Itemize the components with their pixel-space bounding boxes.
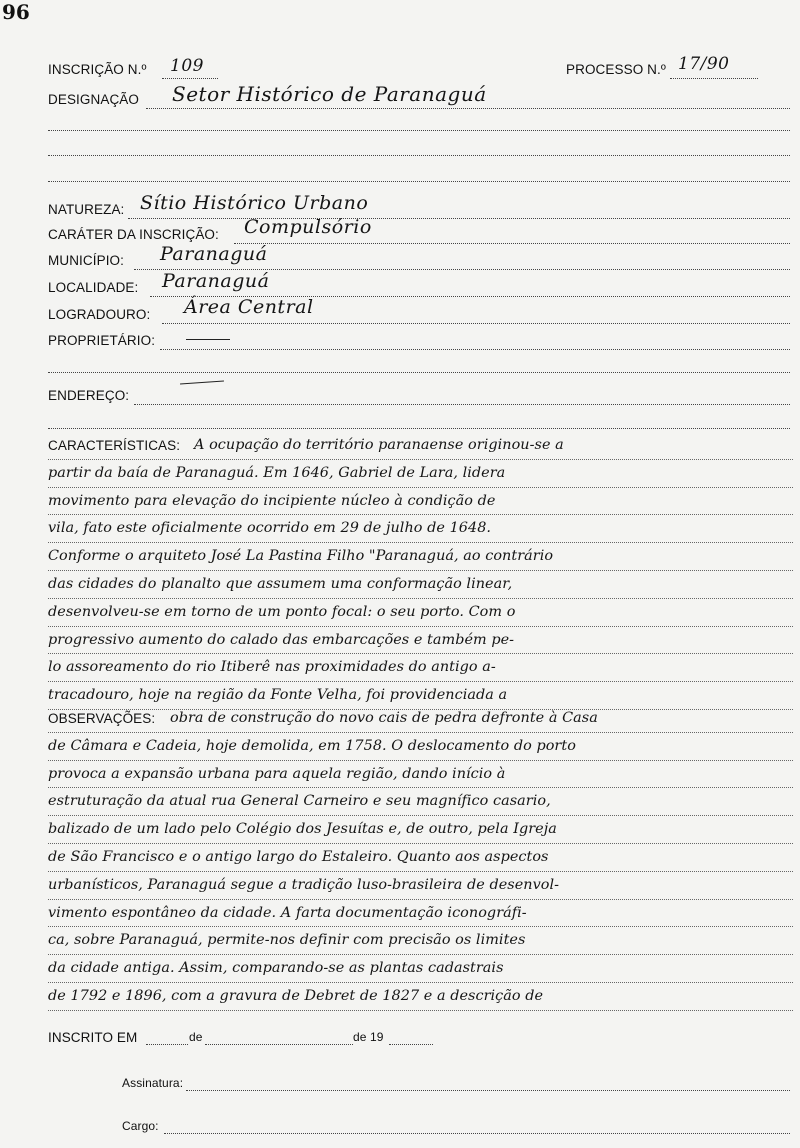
observacoes-line: de São Francisco e o antigo largo do Estaleiro. Quanto aos aspectos: [48, 844, 793, 872]
municipio-label: MUNICÍPIO:: [48, 253, 125, 268]
assinatura-label: Assinatura:: [122, 1076, 184, 1090]
inscricao-label: INSCRIÇÃO N.º: [48, 62, 147, 77]
designacao-line-3: [48, 155, 790, 156]
observacoes-line: de Câmara e Cadeia, hoje demolida, em 1758. O deslocamento do porto: [48, 733, 793, 761]
inscrito-de-label: de: [189, 1030, 203, 1044]
observacoes-line: balizado de um lado pelo Colégio dos Jesuítas e, de outro, pela Igreja: [48, 816, 793, 844]
logradouro-label: LOGRADOURO:: [48, 307, 151, 322]
endereco-line: [134, 404, 790, 405]
natureza-value: Sítio Histórico Urbano: [140, 192, 369, 214]
caracteristicas-line: lo assoreamento do rio Itiberê nas proximidades do antigo a-: [48, 654, 793, 682]
caracteristicas-line: progressivo aumento do calado das embarcações e também pe-: [48, 627, 793, 655]
caracteristicas-line: vila, fato este oficialmente ocorrido em 29 de julho de 1648.: [48, 515, 793, 543]
carater-label: CARÁTER DA INSCRIÇÃO:: [48, 227, 219, 242]
page-number: 96: [2, 0, 30, 24]
observacoes-label: OBSERVAÇÕES:: [48, 711, 156, 726]
observacoes-line: obra de construção do novo cais de pedra defronte à Casa: [48, 705, 793, 733]
caracteristicas-line: desenvolveu-se em torno de um ponto focal: o seu porto. Com o: [48, 599, 793, 627]
endereco-label: ENDEREÇO:: [48, 388, 130, 403]
designacao-line: [146, 108, 790, 109]
proprietario-dash: [186, 339, 230, 340]
caracteristicas-text: [48, 432, 793, 710]
observacoes-text: [48, 705, 793, 1011]
natureza-label: NATUREZA:: [48, 202, 125, 217]
proprietario-line: [160, 349, 790, 350]
assinatura-line: [186, 1090, 790, 1091]
inscricao-line: [162, 78, 218, 79]
observacoes-line: estruturação da atual rua General Carneiro e seu magnífico casario,: [48, 788, 793, 816]
caracteristicas-line: partir da baía de Paranaguá. Em 1646, Gabriel de Lara, lidera: [48, 460, 793, 488]
observacoes-line: vimento espontâneo da cidade. A farta documentação iconográfi-: [48, 900, 793, 928]
caracteristicas-line: Conforme o arquiteto José La Pastina Filho "Paranaguá, ao contrário: [48, 543, 793, 571]
inscrito-day-line: [146, 1044, 188, 1045]
caracteristicas-label: CARACTERÍSTICAS:: [48, 438, 181, 453]
inscrito-label: INSCRITO EM: [48, 1030, 138, 1045]
caracteristicas-line: A ocupação do território paranaense originou-se a: [48, 432, 793, 460]
inscricao-value: 109: [170, 56, 204, 76]
designacao-line-4: [48, 181, 790, 182]
natureza-line: [128, 218, 790, 219]
proprietario-label: PROPRIETÁRIO:: [48, 333, 156, 348]
cargo-label: Cargo:: [122, 1119, 159, 1133]
caracteristicas-line: das cidades do planalto que assumem uma conformação linear,: [48, 571, 793, 599]
proprietario-line-2: [48, 372, 790, 373]
cargo-line: [164, 1133, 790, 1134]
designacao-label: DESIGNAÇÃO: [48, 92, 140, 107]
carater-line: [234, 243, 790, 244]
logradouro-value: Área Central: [184, 296, 314, 318]
endereco-dash: [180, 380, 224, 384]
processo-value: 17/90: [678, 54, 730, 74]
observacoes-line: ca, sobre Paranaguá, permite-nos definir com precisão os limites: [48, 927, 793, 955]
observacoes-line: urbanísticos, Paranaguá segue a tradição luso-brasileira de desenvol-: [48, 872, 793, 900]
localidade-value: Paranaguá: [162, 270, 270, 292]
inscrito-month-line: [205, 1044, 353, 1045]
logradouro-line: [162, 323, 790, 324]
inscrito-de19-label: de 19: [353, 1030, 384, 1044]
observacoes-line: de 1792 e 1896, com a gravura de Debret de 1827 e a descrição de: [48, 983, 793, 1011]
designacao-line-2: [48, 130, 790, 131]
observacoes-line: provoca a expansão urbana para aquela região, dando início à: [48, 761, 793, 789]
caracteristicas-line: tracadouro, hoje na região da Fonte Velha, foi providenciada a: [48, 682, 793, 710]
observacoes-line: da cidade antiga. Assim, comparando-se as plantas cadastrais: [48, 955, 793, 983]
carater-value: Compulsório: [244, 216, 372, 238]
caracteristicas-line: movimento para elevação do incipiente núcleo à condição de: [48, 488, 793, 516]
municipio-value: Paranaguá: [160, 243, 268, 265]
endereco-line-2: [48, 428, 790, 429]
processo-line: [670, 78, 758, 79]
inscrito-year-line: [389, 1044, 433, 1045]
localidade-label: LOCALIDADE:: [48, 280, 139, 295]
processo-label: PROCESSO N.º: [566, 62, 666, 77]
designacao-value: Setor Histórico de Paranaguá: [172, 82, 487, 106]
